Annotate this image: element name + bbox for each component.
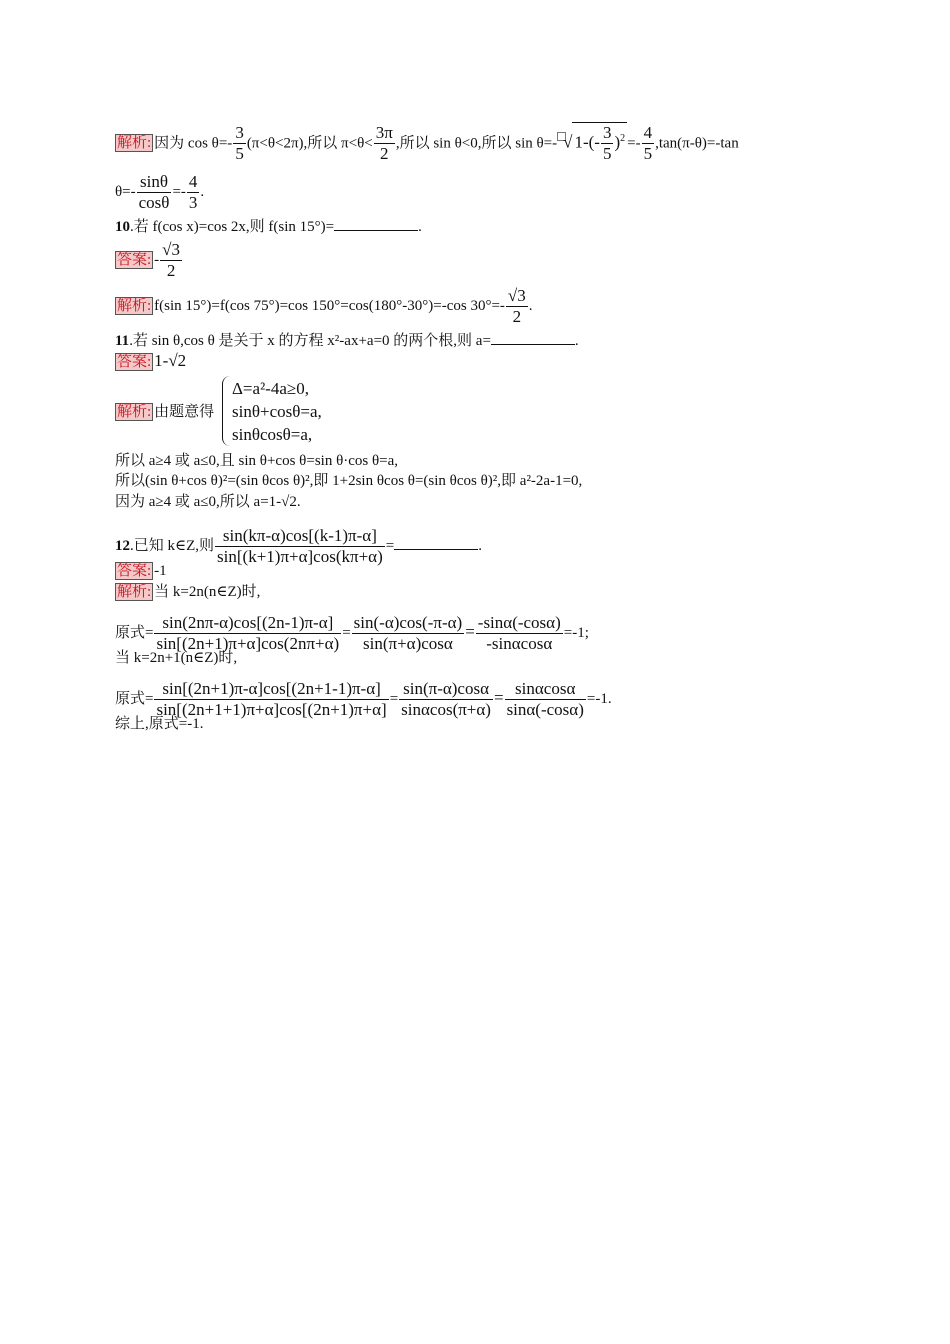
q12-answer: 答案: -1 bbox=[117, 563, 167, 579]
radical: 1-(- $\frac{3}{5}$ )$^2$ bbox=[574, 123, 626, 163]
fraction: $\frac{\sin(k\pi-\alpha)\cos[(k-1)\pi-\alpha]}{\sin[(k+1)\pi+\alpha]\cos(k\pi+\alpha)}$ bbox=[217, 526, 383, 566]
analysis-tag: 解析: bbox=[117, 135, 152, 152]
q11-analysis-line-1: 所以 a≥4 或 a≤0,且 sin θ+cos θ=sin θ·cos θ=a, bbox=[115, 453, 399, 469]
q9-analysis-line-2: θ=- $\frac{\sin\theta}{\cos\theta}$ =- $\frac{4}{3}$ . bbox=[115, 172, 205, 212]
q12-case1-expr: 原式= $\frac{\sin(2n\pi-\alpha)\cos[(2n-1)\pi-\alpha]}{\sin[(2n+1)\pi+\alpha]\cos(2n\pi+\alpha)}$ = $\frac{\sin(-\alpha)\cos(-\pi-\alpha)}{\sin(\pi+\alpha)\cos\alpha}$ = $\frac{-\sin\alpha(-\cos\alpha)}{-\sin\alpha\cos\alpha}$ =-1; bbox=[115, 613, 589, 653]
question-11: 11.若 sin θ,cos θ 是关于 x 的方程 x²-ax+a=0 的两个根,则 a= . bbox=[115, 333, 579, 349]
q10-analysis: 解析: f(sin 15°)=f(cos 75°)=cos 150°=cos(180°-30°)=-cos 30°=- $\frac{√3}{2}$ . bbox=[117, 286, 533, 326]
fraction: $\frac{√3}{2}$ bbox=[162, 240, 181, 280]
system-eq-1: Δ=a²-4a≥0, bbox=[232, 379, 309, 398]
fraction: $\frac{3}{5}$ bbox=[602, 123, 612, 163]
answer-blank bbox=[491, 332, 575, 345]
fraction: $\frac{3}{5}$ bbox=[235, 123, 244, 164]
fraction: $\frac{\sin(-\alpha)\cos(-\pi-\alpha)}{\sin(\pi+\alpha)\cos\alpha}$ bbox=[353, 613, 463, 653]
question-12: 12.已知 k∈Z,则 $\frac{\sin(k\pi-\alpha)\cos[(k-1)\pi-\alpha]}{\sin[(k+1)\pi+\alpha]\cos(k\pi+\alpha)}$ = . bbox=[115, 526, 482, 566]
fraction: $\frac{\sin\alpha\cos\alpha}{\sin\alpha(-\cos\alpha)}$ bbox=[506, 679, 584, 719]
fraction: $\frac{\sin(2n\pi-\alpha)\cos[(2n-1)\pi-\alpha]}{\sin[(2n+1)\pi+\alpha]\cos(2n\pi+\alpha)}$ bbox=[156, 613, 340, 653]
system-brace bbox=[222, 376, 231, 446]
q10-answer: 答案: - $\frac{√3}{2}$ bbox=[117, 240, 181, 280]
fraction: $\frac{√3}{2}$ bbox=[507, 286, 526, 326]
question-10: 10.若 f(cos x)=cos 2x,则 f(sin 15°)= . bbox=[115, 219, 422, 235]
answer-blank bbox=[334, 218, 418, 231]
fraction: $\frac{\sin[(2n+1)\pi-\alpha]\cos[(2n+1-1)\pi-\alpha]}{\sin[(2n+1+1)\pi+\alpha]\cos[(2n+1)\pi+\alpha]}$ bbox=[156, 679, 387, 719]
q12-summary: 综上,原式=-1. bbox=[115, 716, 204, 732]
analysis-tag: 解析: bbox=[117, 584, 152, 600]
answer-blank bbox=[394, 537, 478, 550]
fraction: $\frac{\sin\theta}{\cos\theta}$ bbox=[138, 172, 170, 212]
answer-tag: 答案: bbox=[117, 251, 152, 268]
fraction: $\frac{-\sin\alpha(-\cos\alpha)}{-\sin\alpha\cos\alpha}$ bbox=[477, 613, 561, 653]
system-eq-3: sinθcosθ=a, bbox=[232, 425, 313, 444]
q12-case2-expr: 原式= $\frac{\sin[(2n+1)\pi-\alpha]\cos[(2n+1-1)\pi-\alpha]}{\sin[(2n+1+1)\pi+\alpha]\cos[(2n+1)\pi+\alpha]}$ = $\frac{\sin(\pi-\alpha)\cos\alpha}{\sin\alpha\cos(\pi+\alpha)}$ = $\frac{\sin\alpha\cos\alpha}{\sin\alpha(-\cos\alpha)}$ =-1. bbox=[115, 679, 612, 719]
q12-case2: 当 k=2n+1(n∈Z)时, bbox=[115, 650, 238, 666]
q11-analysis-line-3: 因为 a≥4 或 a≤0,所以 a=1-√2. bbox=[115, 494, 301, 510]
fraction: $\frac{\sin(\pi-\alpha)\cos\alpha}{\sin\alpha\cos(\pi+\alpha)}$ bbox=[401, 679, 491, 719]
analysis-tag: 解析: bbox=[117, 404, 152, 420]
fraction: $\frac{4}{3}$ bbox=[188, 172, 198, 212]
analysis-tag: 解析: bbox=[117, 297, 152, 314]
q11-answer: 答案: 1-√2 bbox=[117, 351, 187, 370]
q11-analysis-line-2: 所以(sin θ+cos θ)²=(sin θcos θ)²,即 1+2sin θcos θ=(sin θcos θ)²,即 a²-2a-1=0, bbox=[115, 473, 583, 489]
answer-tag: 答案: bbox=[117, 354, 152, 370]
fraction: $\frac{4}{5}$ bbox=[643, 123, 653, 164]
q11-analysis: 解析: 由题意得 bbox=[117, 404, 215, 420]
system-eq-2: sinθ+cosθ=a, bbox=[232, 402, 322, 421]
q12-analysis: 解析: 当 k=2n(n∈Z)时, bbox=[117, 584, 261, 600]
answer-tag: 答案: bbox=[117, 563, 152, 579]
fraction: $\frac{3\pi}{2}$ bbox=[375, 123, 393, 164]
q9-analysis-line-1: 解析: 因为 cos θ=- $\frac{3}{5}$ (π<θ<2π),所以 π<θ< $\frac{3\pi}{2}$ ,所以 sin θ<0,所以 sin θ=- √ 1-(- $\frac{3}{5}$ )$^2$ =- $\frac{4}{5}$ ,tan(π-θ)=-tan bbox=[117, 123, 739, 164]
